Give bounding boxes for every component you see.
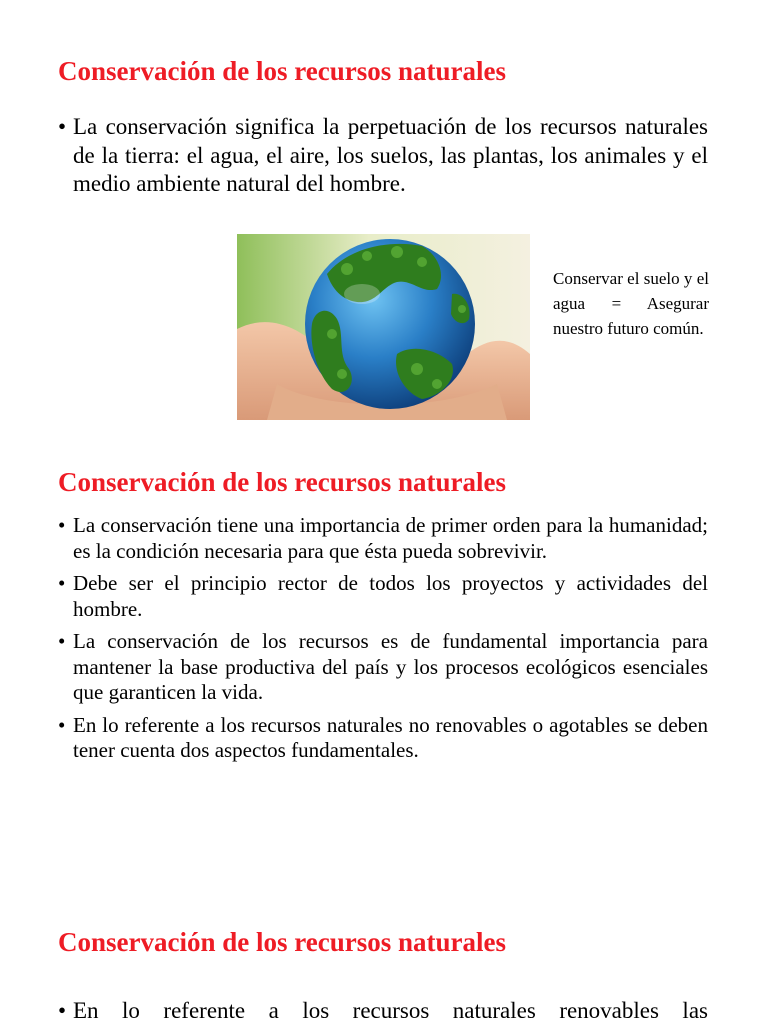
image-caption: Conservar el suelo y el agua = Asegurar nuestro futuro común. (553, 269, 709, 339)
bullet-marker: • (58, 712, 66, 737)
section-3-title: Conservación de los recursos naturales (58, 927, 506, 957)
bullet-marker: • (58, 513, 66, 537)
list-item (58, 713, 708, 764)
bullet-text: La conservación de los recursos es de fundamental importancia para mantener la base productiva del país y los procesos ecológicos esenciales que garanticen la vida. (73, 629, 708, 704)
bullet-marker: • (58, 629, 66, 653)
section-2-bullet-list (58, 513, 708, 771)
earth-in-hands-image (237, 234, 530, 420)
bullet-marker: • (58, 571, 66, 595)
section-3-bullet-list (58, 997, 708, 1026)
bullet-text: Debe ser el principio rector de todos los proyectos y actividades del hombre. (73, 571, 708, 621)
bullet-marker: • (58, 998, 67, 1023)
list-item (58, 513, 708, 564)
list-item (58, 997, 708, 1026)
list-item (58, 113, 708, 199)
section-1-bullet-list (58, 113, 708, 199)
section-1-title: Conservación de los recursos naturales (58, 56, 506, 86)
section-2-title: Conservación de los recursos naturales (58, 467, 506, 497)
bullet-text: En lo referente a los recursos naturales no renovables o agotables se deben tener cuenta dos aspectos fundamentales. (73, 712, 708, 762)
bullet-text: En lo referente a los recursos naturales renovables las (73, 998, 708, 1023)
bullet-text: La conservación significa la perpetuación de los recursos naturales de la tierra: el agua, el aire, los suelos, las plantas, los animales y el medio ambiente natural del hombre. (73, 114, 708, 196)
list-item (58, 629, 708, 706)
bullet-marker: • (58, 114, 67, 139)
bullet-text: La conservación tiene una importancia de primer orden para la humanidad; es la condición necesaria para que ésta pueda sobrevivir. (73, 513, 708, 563)
list-item (58, 571, 708, 622)
